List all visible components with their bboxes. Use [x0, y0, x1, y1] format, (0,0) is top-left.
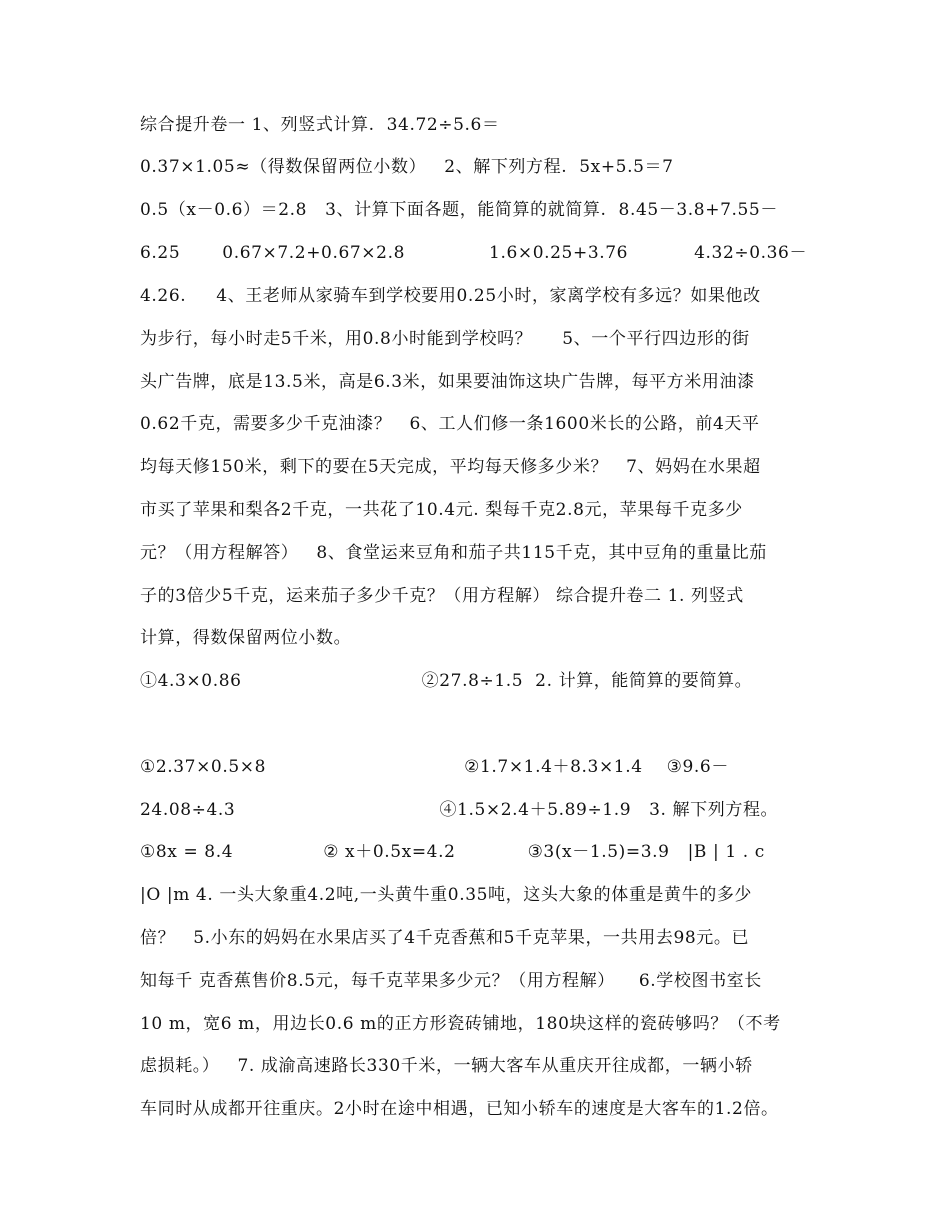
text-line-2: 0.37×1.05≈（得数保留两位小数） 2、解下列方程. 5x+5.5＝7: [140, 157, 674, 177]
text-line-1: 综合提升卷一 1、列竖式计算. 34.72÷5.6＝: [140, 115, 500, 135]
text-line-12: 子的3倍少5千克，运来茄子多少千克？（用方程解） 综合提升卷二 1. 列竖式: [140, 586, 744, 606]
text-line-21: 10 m，宽6 m，用边长0.6 m的正方形瓷砖铺地，180块这样的瓷砖够吗？（不考: [140, 1014, 781, 1034]
text-line-6: 为步行，每小时走5千米，用0.8小时能到学校吗？ 5、一个平行四边形的街: [140, 329, 750, 349]
text-line-13: 计算，得数保留两位小数。: [140, 628, 352, 648]
text-line-4: 6.25 0.67×7.2+0.67×2.8 1.6×0.25+3.76 4.32÷0.36－: [140, 243, 808, 263]
text-line-20: 知每千 克香蕉售价8.5元，每千克苹果多少元？（用方程解） 6.学校图书室长: [140, 971, 762, 991]
text-line-3: 0.5（x－0.6）＝2.8 3、计算下面各题，能简算的就简算. 8.45－3.8+7.55－: [140, 200, 778, 220]
text-line-18: |O |m 4. 一头大象重4.2吨,一头黄牛重0.35吨，这头大象的体重是黄牛的多少: [140, 885, 753, 905]
text-line-19: 倍？ 5.小东的妈妈在水果店买了4千克香蕉和5千克苹果，一共用去98元。已: [140, 928, 750, 948]
text-line-22: 虑损耗。） 7. 成渝高速路长330千米，一辆大客车从重庆开往成都，一辆小轿: [140, 1056, 753, 1076]
text-line-5: 4.26. 4、王老师从家骑车到学校要用0.25小时，家离学校有多远？如果他改: [140, 286, 761, 306]
text-line-7: 头广告牌，底是13.5米，高是6.3米，如果要油饰这块广告牌，每平方米用油漆: [140, 372, 755, 392]
text-line-23: 车同时从成都开往重庆。2小时在途中相遇，已知小轿车的速度是大客车的1.2倍。: [140, 1099, 779, 1119]
text-line-11: 元？（用方程解答） 8、食堂运来豆角和茄子共115千克，其中豆角的重量比茄: [140, 543, 767, 563]
text-line-15: ①2.37×0.5×8 ②1.7×1.4＋8.3×1.4 ③9.6－: [140, 757, 729, 777]
text-line-8: 0.62千克，需要多少千克油漆？ 6、工人们修一条1600米长的公路，前4天平: [140, 414, 760, 434]
text-line-16: 24.08÷4.3 ④1.5×2.4＋5.89÷1.9 3. 解下列方程。: [140, 800, 779, 820]
text-line-9: 均每天修150米，剩下的要在5天完成，平均每天修多少米？ 7、妈妈在水果超: [140, 457, 761, 477]
text-line-17: ①8x = 8.4 ② x＋0.5x=4.2 ③3(x－1.5)=3.9 |B | 1 . c: [140, 842, 765, 862]
text-line-14: ①4.3×0.86 ②27.8÷1.5 2. 计算，能简算的要简算。: [140, 671, 753, 691]
text-line-10: 市买了苹果和梨各2千克，一共花了10.4元. 梨每千克2.8元，苹果每千克多少: [140, 500, 743, 520]
